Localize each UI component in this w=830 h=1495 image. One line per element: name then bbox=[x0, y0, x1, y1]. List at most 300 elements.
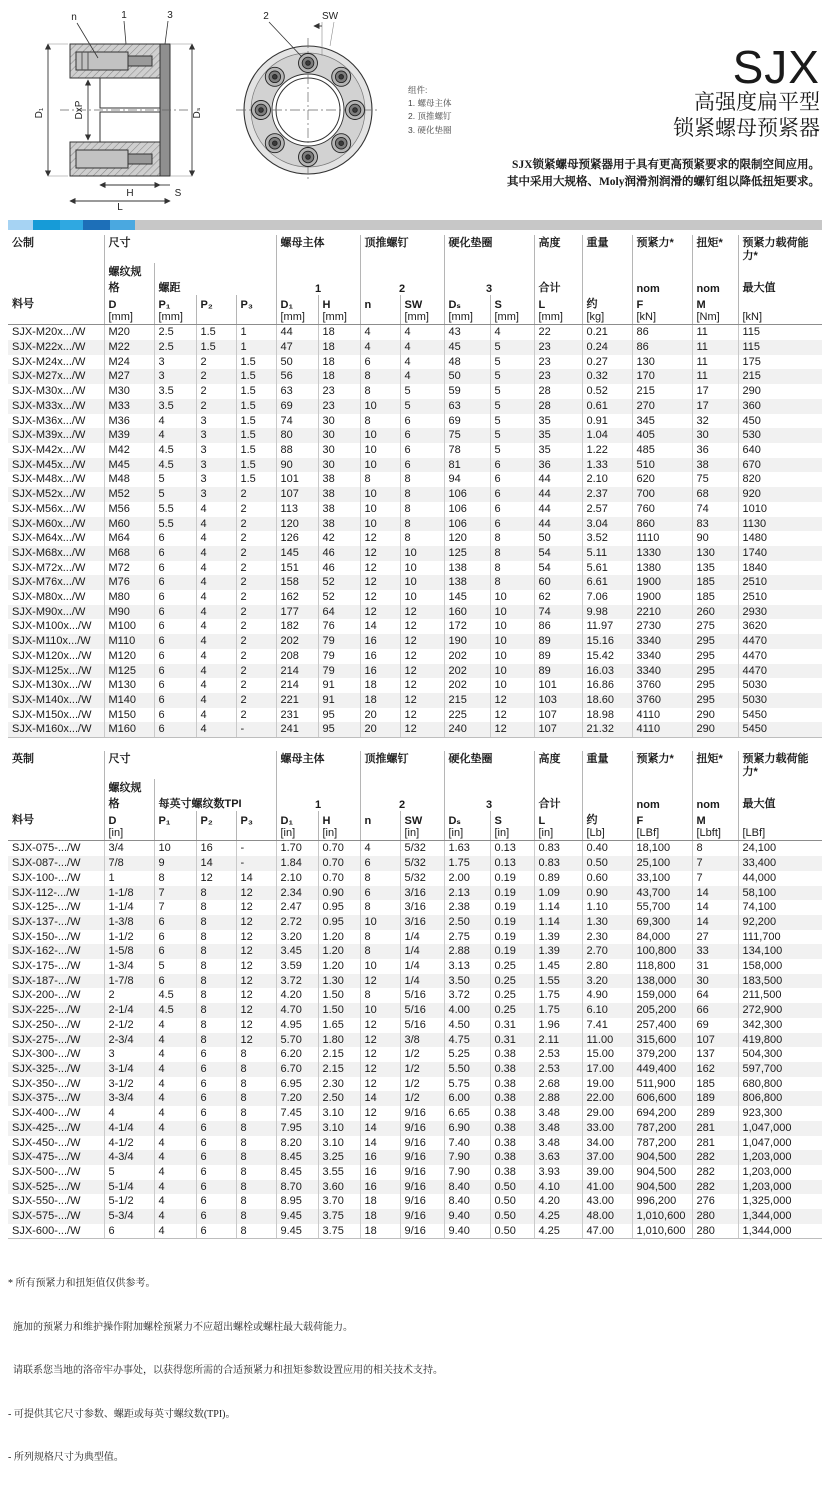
cell: 282 bbox=[692, 1180, 738, 1195]
cell: 1.5 bbox=[236, 399, 276, 414]
cell: 172 bbox=[444, 619, 490, 634]
cell: 74 bbox=[692, 502, 738, 517]
cell: 342,300 bbox=[742, 1018, 783, 1031]
cell: 4.90 bbox=[582, 988, 632, 1003]
cell: 530 bbox=[738, 428, 822, 443]
cell: 5.25 bbox=[444, 1047, 490, 1062]
col-header: 1 bbox=[276, 263, 360, 295]
cell: 6 bbox=[154, 708, 196, 723]
cell: 0.50 bbox=[582, 856, 632, 871]
cell: M52 bbox=[104, 487, 154, 502]
table-row bbox=[8, 531, 822, 546]
accent-bar bbox=[8, 220, 822, 230]
cell: 0.25 bbox=[490, 974, 534, 989]
cell: 272,900 bbox=[738, 1003, 822, 1018]
cell: 56 bbox=[276, 369, 318, 384]
cell: 12 bbox=[490, 722, 534, 737]
cell: 64 bbox=[318, 605, 360, 620]
cell: 12 bbox=[236, 988, 276, 1003]
cell: 0.19 bbox=[490, 930, 534, 945]
cell: 9.98 bbox=[582, 605, 632, 620]
col-header: Dₛ bbox=[444, 811, 490, 827]
col-header: 预紧力载荷能力* bbox=[742, 237, 809, 263]
cell: 101 bbox=[276, 472, 318, 487]
col-header: 最大值 bbox=[742, 798, 776, 811]
col-header bbox=[8, 827, 104, 841]
cell: 14 bbox=[692, 900, 738, 915]
cell: 8 bbox=[400, 487, 444, 502]
col-header: 合计 bbox=[534, 779, 582, 811]
cell: 3.48 bbox=[534, 1136, 582, 1151]
part-number-cell: SJX-325-.../W bbox=[8, 1062, 104, 1077]
table-row bbox=[8, 693, 822, 708]
cell: 6 bbox=[154, 546, 196, 561]
cell: 5.5 bbox=[154, 517, 196, 532]
cell: 185 bbox=[692, 1077, 738, 1092]
cell: 2 bbox=[236, 708, 276, 723]
col-header: 每英寸螺纹数TPI bbox=[154, 779, 276, 811]
dim-label-l: L bbox=[117, 202, 123, 211]
part-number-cell: SJX-M48x.../W bbox=[8, 472, 104, 487]
cell: 3.10 bbox=[318, 1106, 360, 1121]
cell: 3/16 bbox=[400, 900, 444, 915]
cell: 4 bbox=[196, 708, 236, 723]
cell: 3.13 bbox=[444, 959, 490, 974]
cell: 12 bbox=[360, 1106, 400, 1121]
table-row bbox=[8, 988, 822, 1003]
cell: 10 bbox=[360, 915, 400, 930]
cell: 1.5 bbox=[236, 428, 276, 443]
cell: 91 bbox=[318, 678, 360, 693]
cell: 8 bbox=[196, 944, 236, 959]
cell: 0.21 bbox=[582, 325, 632, 340]
cell: 10 bbox=[490, 678, 534, 693]
cell: 4 bbox=[196, 546, 236, 561]
cell: 5 bbox=[104, 1165, 154, 1180]
cell: 8 bbox=[360, 384, 400, 399]
cell: 74 bbox=[276, 414, 318, 429]
cell: 6.61 bbox=[582, 575, 632, 590]
cell: 12 bbox=[360, 561, 400, 576]
cell: 1.5 bbox=[196, 325, 236, 340]
cell: 63 bbox=[444, 399, 490, 414]
cell: 10 bbox=[400, 561, 444, 576]
cell: 620 bbox=[632, 472, 692, 487]
cell: 0.61 bbox=[582, 399, 632, 414]
footnote-line: - 可提供其它尺寸参数、螺距或每英寸螺纹数(TPI)。 bbox=[8, 1408, 236, 1420]
cell: 8 bbox=[196, 988, 236, 1003]
table-row bbox=[8, 871, 822, 886]
cell: 22.00 bbox=[582, 1091, 632, 1106]
cell: 2-3/4 bbox=[104, 1033, 154, 1048]
col-header: [mm] bbox=[154, 311, 196, 325]
cell: 16 bbox=[360, 1165, 400, 1180]
part-number-cell: SJX-M64x.../W bbox=[8, 531, 104, 546]
cell: 1900 bbox=[632, 575, 692, 590]
cell: 1.5 bbox=[236, 472, 276, 487]
cell: 11.97 bbox=[582, 619, 632, 634]
cell: 510 bbox=[632, 458, 692, 473]
cell: 8 bbox=[236, 1121, 276, 1136]
cell: 4 bbox=[490, 325, 534, 340]
cell: 5/32 bbox=[400, 871, 444, 886]
col-header: 预紧力* bbox=[632, 751, 692, 779]
cell: M22 bbox=[104, 340, 154, 355]
cell: 4.25 bbox=[534, 1209, 582, 1224]
cell: 0.38 bbox=[490, 1062, 534, 1077]
accent-segment bbox=[60, 220, 83, 230]
cell: 597,700 bbox=[738, 1062, 822, 1077]
cell: 29.00 bbox=[582, 1106, 632, 1121]
col-header: 合计 bbox=[534, 263, 582, 295]
table-row bbox=[8, 1047, 822, 1062]
cell: 1900 bbox=[632, 590, 692, 605]
cell: 1,047,000 bbox=[742, 1136, 792, 1149]
cell: 12 bbox=[360, 1018, 400, 1033]
table-row bbox=[8, 634, 822, 649]
cell: 35 bbox=[534, 443, 582, 458]
table-row bbox=[8, 487, 822, 502]
cell: 1,203,000 bbox=[738, 1180, 822, 1195]
cell: 4 bbox=[154, 1018, 196, 1033]
col-header: n bbox=[360, 811, 400, 827]
cell: 1,325,000 bbox=[742, 1195, 792, 1208]
cell: 6 bbox=[490, 487, 534, 502]
cell: 4110 bbox=[632, 708, 692, 723]
cell: 6 bbox=[154, 619, 196, 634]
cell: 5.11 bbox=[582, 546, 632, 561]
cell: 12 bbox=[400, 693, 444, 708]
part-number-cell: SJX-450-.../W bbox=[8, 1136, 104, 1151]
cell: 130 bbox=[692, 546, 738, 561]
cell: 86 bbox=[534, 619, 582, 634]
cell: 0.25 bbox=[490, 988, 534, 1003]
cell: 3.48 bbox=[534, 1121, 582, 1136]
cell: 1,203,000 bbox=[742, 1165, 792, 1178]
cell: 45 bbox=[444, 340, 490, 355]
cell: 36 bbox=[534, 458, 582, 473]
col-header: 2 bbox=[360, 263, 444, 295]
cell: 30 bbox=[318, 458, 360, 473]
cell: 0.70 bbox=[318, 841, 360, 856]
cell: 1/2 bbox=[400, 1091, 444, 1106]
part-number-cell: SJX-M36x.../W bbox=[8, 414, 104, 429]
cell: 12 bbox=[236, 959, 276, 974]
cell: 2.30 bbox=[318, 1077, 360, 1092]
cell: 2 bbox=[236, 575, 276, 590]
cell: 2.88 bbox=[444, 944, 490, 959]
cell: 4 bbox=[196, 575, 236, 590]
col-header: [kN] bbox=[632, 311, 692, 325]
cell: 14 bbox=[692, 886, 738, 901]
col-header: 螺距 bbox=[154, 263, 276, 295]
cell: 1.20 bbox=[318, 944, 360, 959]
cell: 1840 bbox=[742, 561, 767, 574]
col-header bbox=[738, 811, 822, 827]
cell: - bbox=[236, 722, 276, 737]
cell: 257,400 bbox=[632, 1018, 692, 1033]
cell: M45 bbox=[104, 458, 154, 473]
cell: 44 bbox=[534, 487, 582, 502]
cell: 52 bbox=[318, 590, 360, 605]
cell: 787,200 bbox=[632, 1136, 692, 1151]
cell: 12 bbox=[400, 678, 444, 693]
cell: 3 bbox=[196, 428, 236, 443]
part-number-cell: SJX-M22x.../W bbox=[8, 340, 104, 355]
cell: 18 bbox=[318, 325, 360, 340]
cell: 14 bbox=[360, 1136, 400, 1151]
table-row bbox=[8, 384, 822, 399]
cell: 2-1/4 bbox=[104, 1003, 154, 1018]
cell: 2 bbox=[236, 546, 276, 561]
col-header: SW bbox=[400, 295, 444, 311]
col-header: P₁ bbox=[154, 295, 196, 311]
col-header: 预紧力* bbox=[632, 235, 692, 263]
part-number-cell: SJX-M39x.../W bbox=[8, 428, 104, 443]
title-block bbox=[463, 6, 822, 218]
table-row bbox=[8, 1091, 822, 1106]
cell: 2.15 bbox=[318, 1047, 360, 1062]
col-header: 螺母主体 bbox=[276, 235, 360, 263]
part-number-cell: SJX-187-.../W bbox=[8, 974, 104, 989]
cell: 8 bbox=[360, 988, 400, 1003]
cell: 8 bbox=[490, 561, 534, 576]
cell: 18 bbox=[360, 678, 400, 693]
cell: 7/8 bbox=[104, 856, 154, 871]
col-header bbox=[8, 263, 104, 295]
cell: 43.00 bbox=[582, 1194, 632, 1209]
cell: 6 bbox=[196, 1106, 236, 1121]
cell: 2 bbox=[236, 664, 276, 679]
cell: 6.70 bbox=[276, 1062, 318, 1077]
part-number-cell: SJX-300-.../W bbox=[8, 1047, 104, 1062]
cell: 0.32 bbox=[582, 369, 632, 384]
cell: 208 bbox=[276, 649, 318, 664]
cell: 0.70 bbox=[318, 856, 360, 871]
part-number-cell: SJX-M120x.../W bbox=[8, 649, 104, 664]
cell: 4.5 bbox=[154, 443, 196, 458]
table-row bbox=[8, 1077, 822, 1092]
cell: 2.50 bbox=[444, 915, 490, 930]
col-header: L bbox=[534, 811, 582, 827]
cell: 8.95 bbox=[276, 1194, 318, 1209]
cell: M140 bbox=[104, 693, 154, 708]
table-row bbox=[8, 605, 822, 620]
legend-item: 1. 螺母主体 bbox=[408, 98, 452, 109]
cell: 8 bbox=[236, 1047, 276, 1062]
cell: 62 bbox=[534, 590, 582, 605]
cell: 7.95 bbox=[276, 1121, 318, 1136]
cell: M30 bbox=[104, 384, 154, 399]
col-header: 硬化垫圈 bbox=[444, 235, 534, 263]
cell: 0.60 bbox=[582, 871, 632, 886]
cell: 41.00 bbox=[582, 1180, 632, 1195]
cell: 1/2 bbox=[400, 1062, 444, 1077]
dim-label-ds: Dₛ bbox=[192, 107, 203, 119]
part-number-cell: SJX-350-.../W bbox=[8, 1077, 104, 1092]
table-row bbox=[8, 708, 822, 723]
cell: 0.90 bbox=[318, 886, 360, 901]
table-row bbox=[8, 886, 822, 901]
cell: 18.60 bbox=[582, 693, 632, 708]
cell: 5.70 bbox=[276, 1033, 318, 1048]
cell: 2 bbox=[236, 634, 276, 649]
cell: 6 bbox=[400, 458, 444, 473]
col-header bbox=[582, 263, 632, 295]
cell: 281 bbox=[692, 1136, 738, 1151]
part-number-cell: SJX-125-.../W bbox=[8, 900, 104, 915]
cell: 1 bbox=[236, 340, 276, 355]
cell: 2.5 bbox=[154, 325, 196, 340]
cell: 11.00 bbox=[582, 1033, 632, 1048]
col-header: 尺寸 bbox=[104, 751, 276, 779]
cell: 8.40 bbox=[444, 1180, 490, 1195]
cell: 12 bbox=[400, 708, 444, 723]
col-header bbox=[154, 827, 196, 841]
cell: 1,010,600 bbox=[632, 1224, 692, 1239]
cell: M130 bbox=[104, 678, 154, 693]
cell: 18 bbox=[360, 1209, 400, 1224]
cell: 5 bbox=[154, 959, 196, 974]
cell: 3 bbox=[196, 472, 236, 487]
cell: 2.50 bbox=[318, 1091, 360, 1106]
table-row bbox=[8, 664, 822, 679]
cell: 4 bbox=[196, 502, 236, 517]
col-header: 螺纹规格 bbox=[104, 779, 154, 811]
cell: 47 bbox=[276, 340, 318, 355]
cell: 0.91 bbox=[582, 414, 632, 429]
table-row bbox=[8, 414, 822, 429]
cell: M80 bbox=[104, 590, 154, 605]
cell: 1-1/4 bbox=[104, 900, 154, 915]
cell: 2.47 bbox=[276, 900, 318, 915]
cell: 6 bbox=[196, 1136, 236, 1151]
cell: 44 bbox=[534, 517, 582, 532]
cell: 1,203,000 bbox=[738, 1150, 822, 1165]
cell: 5 bbox=[400, 384, 444, 399]
cell: 6 bbox=[154, 915, 196, 930]
part-number-cell: SJX-M140x.../W bbox=[8, 693, 104, 708]
cell: 8 bbox=[692, 841, 738, 856]
cell: 289 bbox=[692, 1106, 738, 1121]
table-row bbox=[8, 443, 822, 458]
cell: 214 bbox=[276, 664, 318, 679]
col-header: P₃ bbox=[236, 811, 276, 827]
cell: 46 bbox=[318, 546, 360, 561]
cell: 3.20 bbox=[582, 974, 632, 989]
cell: 5.50 bbox=[444, 1062, 490, 1077]
cell: 0.50 bbox=[490, 1194, 534, 1209]
col-header: nom bbox=[632, 263, 692, 295]
cell: 12 bbox=[360, 605, 400, 620]
col-header: H bbox=[318, 295, 360, 311]
cell: 8 bbox=[196, 900, 236, 915]
cell: 48.00 bbox=[582, 1209, 632, 1224]
cell: 2.15 bbox=[318, 1062, 360, 1077]
cell: 3 bbox=[154, 369, 196, 384]
part-number-cell: SJX-400-.../W bbox=[8, 1106, 104, 1121]
cell: 189 bbox=[692, 1091, 738, 1106]
cell: 11 bbox=[692, 340, 738, 355]
cell: 0.27 bbox=[582, 355, 632, 370]
cell: 5/16 bbox=[400, 1018, 444, 1033]
cell: 2 bbox=[236, 605, 276, 620]
cell: 2.00 bbox=[444, 871, 490, 886]
table-row bbox=[8, 369, 822, 384]
cell: 69 bbox=[276, 399, 318, 414]
cell: 1.10 bbox=[582, 900, 632, 915]
cell: 183,500 bbox=[738, 974, 822, 989]
cell: 30 bbox=[318, 414, 360, 429]
col-header: [mm] bbox=[490, 311, 534, 325]
cell: 6 bbox=[196, 1180, 236, 1195]
cell: 9/16 bbox=[400, 1180, 444, 1195]
cell: 43,700 bbox=[632, 886, 692, 901]
cell: 18.98 bbox=[582, 708, 632, 723]
col-header bbox=[196, 311, 236, 325]
cell: 158,000 bbox=[742, 960, 783, 973]
cell: 0.50 bbox=[490, 1180, 534, 1195]
cell: 2 bbox=[236, 531, 276, 546]
cell: 4 bbox=[400, 325, 444, 340]
part-number-cell: SJX-250-.../W bbox=[8, 1018, 104, 1033]
cell: 30 bbox=[318, 443, 360, 458]
col-header: S bbox=[490, 811, 534, 827]
cell: 8 bbox=[196, 886, 236, 901]
cell: 0.24 bbox=[582, 340, 632, 355]
col-header: F bbox=[632, 295, 692, 311]
cell: 1-7/8 bbox=[104, 974, 154, 989]
cell: 10 bbox=[490, 649, 534, 664]
cell: 84,000 bbox=[632, 930, 692, 945]
cell: 1.5 bbox=[236, 458, 276, 473]
cell: 8 bbox=[360, 944, 400, 959]
cell: 276 bbox=[692, 1194, 738, 1209]
cell: 23 bbox=[534, 355, 582, 370]
cell: 3.59 bbox=[276, 959, 318, 974]
col-header: 扭矩* bbox=[692, 235, 738, 263]
top-section bbox=[8, 6, 822, 218]
part-number-cell: SJX-M80x.../W bbox=[8, 590, 104, 605]
cell: 0.38 bbox=[490, 1136, 534, 1151]
table-row bbox=[8, 561, 822, 576]
cell: 12 bbox=[360, 1047, 400, 1062]
col-header: D₁ bbox=[276, 295, 318, 311]
cell: 111,700 bbox=[742, 930, 781, 943]
subtitle-line1: 高强度扁平型 bbox=[694, 91, 820, 114]
cell: 10 bbox=[490, 605, 534, 620]
jack-screw-top bbox=[76, 52, 128, 70]
cell: 1-1/8 bbox=[104, 886, 154, 901]
metric-table-header bbox=[8, 235, 822, 325]
cell: 12 bbox=[236, 974, 276, 989]
cell: 9/16 bbox=[400, 1106, 444, 1121]
cell: 1010 bbox=[742, 502, 767, 515]
part-number-cell: SJX-M130x.../W bbox=[8, 678, 104, 693]
cell: 4 bbox=[196, 678, 236, 693]
cell: 16.03 bbox=[582, 664, 632, 679]
cell: 0.90 bbox=[582, 886, 632, 901]
cell: 89 bbox=[534, 634, 582, 649]
col-header: [Nm] bbox=[692, 311, 738, 325]
cell: 16 bbox=[360, 649, 400, 664]
cell: 2930 bbox=[738, 605, 822, 620]
cell: 4 bbox=[400, 369, 444, 384]
cell: 42 bbox=[318, 531, 360, 546]
cell: 5030 bbox=[742, 679, 767, 692]
cell: 80 bbox=[276, 428, 318, 443]
cell: 3760 bbox=[632, 693, 692, 708]
